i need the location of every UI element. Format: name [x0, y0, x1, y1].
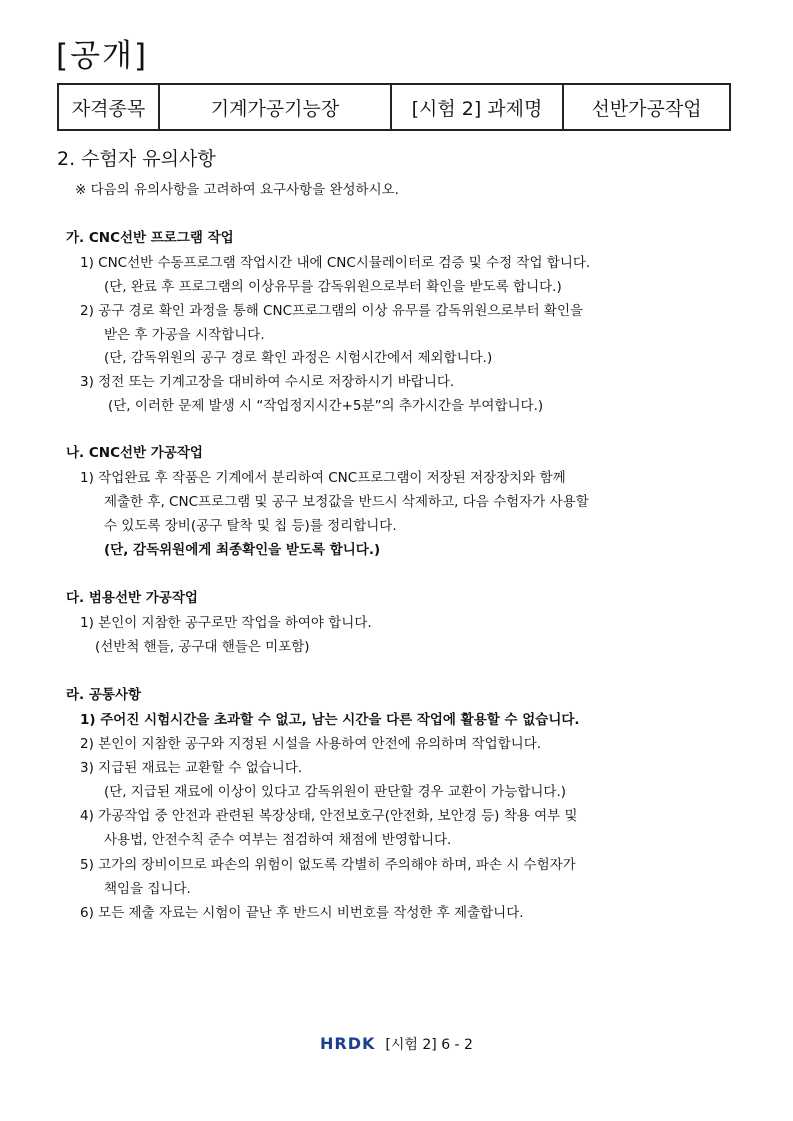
ga-item-2-note: (단, 감독위원의 공구 경로 확인 과정은 시험시간에서 제외합니다.) [104, 350, 493, 366]
header-label-task: [시험 2] 과제명 [391, 84, 563, 130]
ra-item-4-cont: 사용법, 안전수칙 준수 여부는 점검하여 채점에 반영합니다. [104, 832, 452, 848]
ra-item-5: 5) 고가의 장비이므로 파손의 위험이 없도록 각별히 주의해야 하며, 파손 시 수험자가 [80, 857, 576, 873]
header-value-qualification: 기계가공기능장 [159, 84, 391, 130]
ga-item-1-note: (단, 완료 후 프로그램의 이상유무를 감독위원으로부터 확인을 받도록 합니다.) [104, 279, 562, 295]
ga-item-2: 2) 공구 경로 확인 과정을 통해 CNC프로그램의 이상 유무를 감독위원으로부터 확인을 [80, 303, 584, 319]
section-ga-title: 가. CNC선반 프로그램 작업 [66, 230, 234, 246]
exam-header-table [57, 83, 731, 131]
section-title: 2. 수험자 유의사항 [57, 148, 216, 170]
ra-item-4: 4) 가공작업 중 안전과 관련된 복장상태, 안전보호구(안전화, 보안경 등) 착용 여부 및 [80, 808, 578, 824]
instruction-note: ※ 다음의 유의사항을 고려하여 요구사항을 완성하시오. [75, 182, 399, 198]
header-label-qualification: 자격종목 [58, 84, 159, 130]
section-ra-title: 라. 공통사항 [66, 687, 142, 703]
na-item-1-cont-1: 제출한 후, CNC프로그램 및 공구 보정값을 반드시 삭제하고, 다음 수험자가 사용할 [104, 494, 589, 510]
header-value-task: 선반가공작업 [563, 84, 730, 130]
da-item-1: 1) 본인이 지참한 공구로만 작업을 하여야 합니다. [80, 615, 372, 631]
hrdk-logo: HRDK [320, 1034, 376, 1053]
ga-item-3-note: (단, 이러한 문제 발생 시 “작업정지시간+5분”의 추가시간을 부여합니다.) [108, 398, 544, 414]
section-na-title: 나. CNC선반 가공작업 [66, 445, 203, 461]
page-footer [0, 1034, 793, 1054]
section-da-title: 다. 범용선반 가공작업 [66, 590, 198, 606]
ga-item-3: 3) 정전 또는 기계고장을 대비하여 수시로 저장하시기 바랍니다. [80, 374, 455, 390]
page-number: [시험 2] 6 - 2 [385, 1037, 473, 1053]
ra-item-5-cont: 책임을 집니다. [104, 881, 191, 897]
ra-item-2: 2) 본인이 지참한 공구와 지정된 시설을 사용하여 안전에 유의하며 작업합니다. [80, 736, 542, 752]
ga-item-2-cont: 받은 후 가공을 시작합니다. [104, 327, 265, 343]
na-item-1: 1) 작업완료 후 작품은 기계에서 분리하여 CNC프로그램이 저장된 저장장치와 함께 [80, 470, 566, 486]
public-stamp: [공개] [56, 38, 149, 74]
ra-item-1: 1) 주어진 시험시간을 초과할 수 없고, 남는 시간을 다른 작업에 활용할 수 없습니다. [80, 712, 580, 728]
na-item-1-note: (단, 감독위원에게 최종확인을 받도록 합니다.) [104, 542, 381, 558]
na-item-1-cont-2: 수 있도록 장비(공구 탈착 및 칩 등)를 정리합니다. [104, 518, 397, 534]
da-item-1-note: (선반척 핸들, 공구대 핸들은 미포함) [95, 639, 310, 655]
ra-item-6: 6) 모든 제출 자료는 시험이 끝난 후 반드시 비번호를 작성한 후 제출합니다. [80, 905, 524, 921]
ga-item-1: 1) CNC선반 수동프로그램 작업시간 내에 CNC시뮬레이터로 검증 및 수정 작업 합니다. [80, 255, 591, 271]
ra-item-3-note: (단, 지급된 재료에 이상이 있다고 감독위원이 판단할 경우 교환이 가능합니다.) [104, 784, 567, 800]
ra-item-3: 3) 지급된 재료는 교환할 수 없습니다. [80, 760, 303, 776]
